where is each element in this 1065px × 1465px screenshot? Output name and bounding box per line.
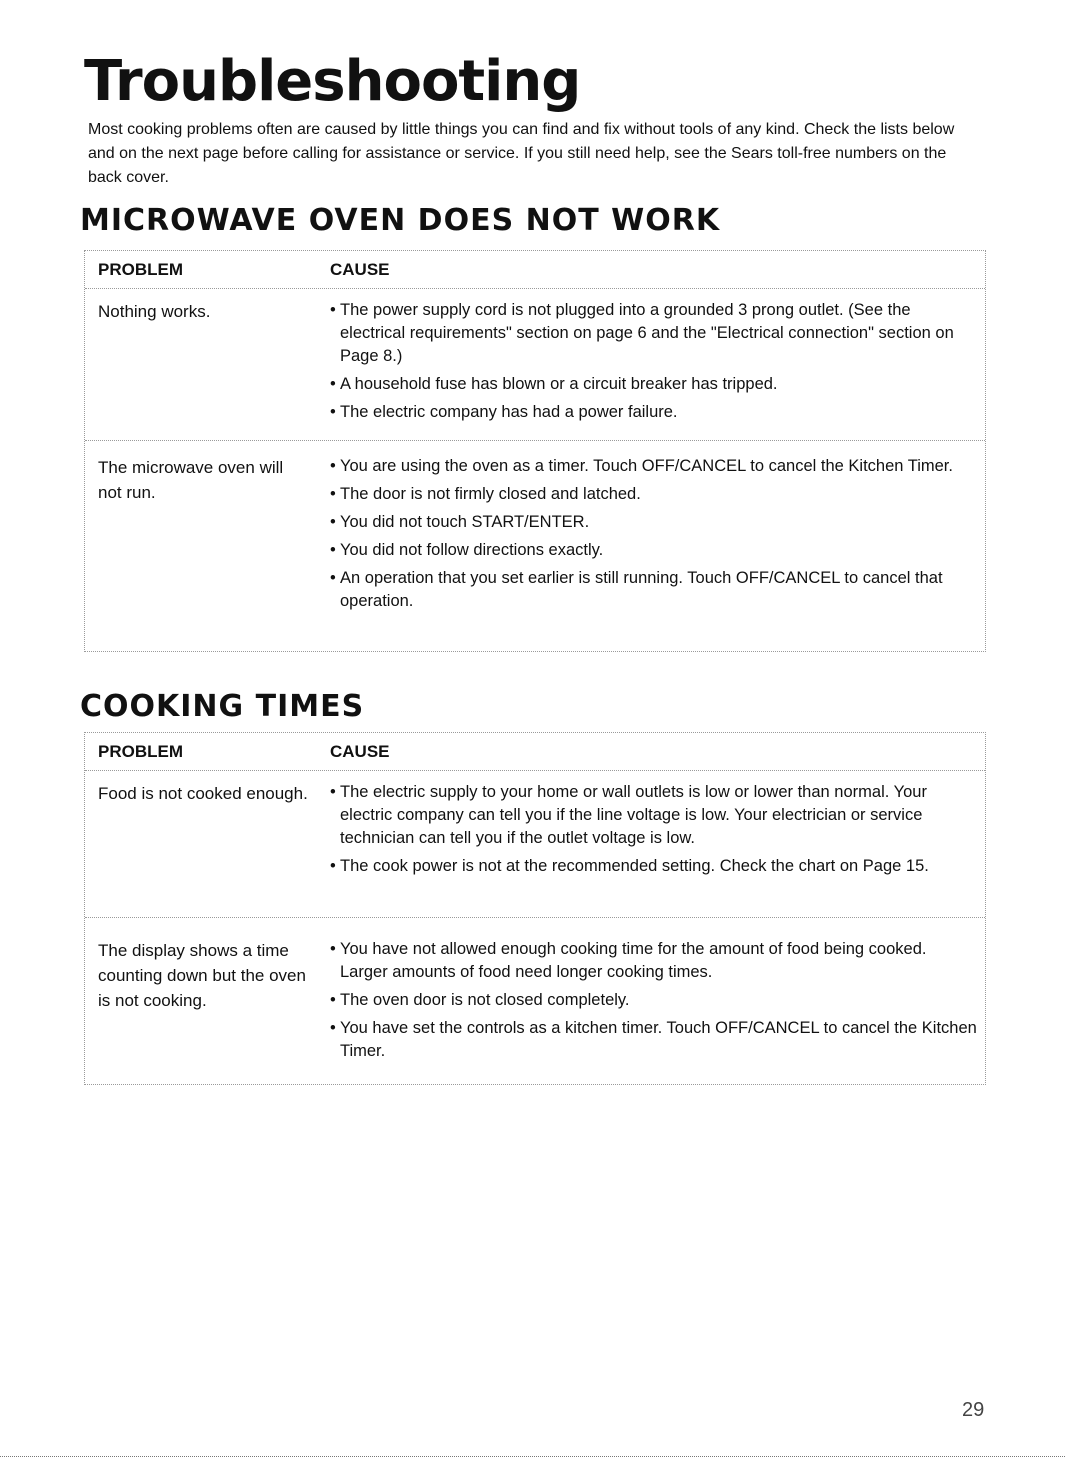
cause-item: • An operation that you set earlier is still running. Touch OFF/CANCEL to cancel that operation. <box>330 569 943 610</box>
section-heading-oven-not-work: MICROWAVE OVEN DOES NOT WORK <box>80 203 721 238</box>
column-header-problem: PROBLEM <box>98 259 183 279</box>
cause-text: An operation that you set earlier is still running. Touch OFF/CANCEL to cancel that operation. <box>340 569 943 610</box>
cause-text: You have set the controls as a kitchen timer. Touch OFF/CANCEL to cancel the Kitchen Timer. <box>340 1019 977 1060</box>
problem-cell: Food is not cooked enough. <box>98 784 308 803</box>
cause-text: You did not touch START/ENTER. <box>340 513 590 531</box>
troubleshooting-table-oven-not-work <box>84 250 986 652</box>
cause-text: You have not allowed enough cooking time for the amount of food being cooked. Larger amounts of food need longer cooking times. <box>340 940 927 981</box>
troubleshooting-table-cooking-times <box>84 732 986 1085</box>
cause-text: You are using the oven as a timer. Touch OFF/CANCEL to cancel the Kitchen Timer. <box>340 457 953 475</box>
cause-item: • You did not touch START/ENTER. <box>330 513 590 531</box>
page-title: Troubleshooting <box>84 49 581 114</box>
cause-text: A household fuse has blown or a circuit breaker has tripped. <box>340 375 778 393</box>
table-row <box>85 918 985 1084</box>
cause-item: • The electric supply to your home or wall outlets is low or lower than normal. Your electric company can tell you if the line voltage is low. Your electrician or service technician can tell you if the outlet voltage is low. <box>330 783 927 847</box>
section-heading-cooking-times: COOKING TIMES <box>80 689 365 724</box>
bottom-divider <box>0 1456 1065 1457</box>
intro-paragraph: Most cooking problems often are caused by little things you can find and fix without tools of any kind. Check the lists below and on the next page before calling for assistance or service. If you still need help, see the Sears toll-free numbers on the back cover. <box>88 121 955 186</box>
table-row <box>85 289 985 441</box>
cause-item: • You are using the oven as a timer. Touch OFF/CANCEL to cancel the Kitchen Timer. <box>330 457 953 475</box>
cause-item: • You have not allowed enough cooking time for the amount of food being cooked. Larger amounts of food need longer cooking times. <box>330 940 927 981</box>
cause-cell <box>316 781 985 917</box>
table-row <box>85 441 985 651</box>
cause-text: The electric supply to your home or wall outlets is low or lower than normal. Your electric company can tell you if the line voltage is low. Your electrician or service technician can tell you if the outlet voltage is low. <box>340 783 927 847</box>
cause-item: • The power supply cord is not plugged into a grounded 3 prong outlet. (See the electrical requirements" section on page 6 and the "Electrical connection" section on Page 8.) <box>330 301 954 365</box>
cause-item: • You did not follow directions exactly. <box>330 541 604 559</box>
cause-cell <box>316 299 985 440</box>
cause-item: • You have set the controls as a kitchen timer. Touch OFF/CANCEL to cancel the Kitchen Timer. <box>330 1019 977 1060</box>
cause-text: The power supply cord is not plugged into a grounded 3 prong outlet. (See the electrical requirements" section on page 6 and the "Electrical connection" section on Page 8.) <box>340 301 954 365</box>
problem-cell: The display shows a time counting down but the oven is not cooking. <box>98 941 306 1010</box>
column-header-cause: CAUSE <box>330 741 390 761</box>
cause-text: The oven door is not closed completely. <box>340 991 630 1009</box>
cause-item: • The door is not firmly closed and latched. <box>330 485 641 503</box>
column-header-cause: CAUSE <box>330 259 390 279</box>
cause-cell <box>316 455 985 651</box>
cause-cell <box>316 938 985 1084</box>
cause-text: The cook power is not at the recommended setting. Check the chart on Page 15. <box>340 857 929 875</box>
problem-cell: Nothing works. <box>98 302 211 321</box>
cause-text: You did not follow directions exactly. <box>340 541 604 559</box>
cause-item: • The oven door is not closed completely. <box>330 991 630 1009</box>
page-number: 29 <box>962 1399 985 1421</box>
cause-text: The door is not firmly closed and latched. <box>340 485 641 503</box>
problem-cell: The microwave oven will not run. <box>98 458 284 502</box>
cause-item: • A household fuse has blown or a circuit breaker has tripped. <box>330 375 778 393</box>
column-header-problem: PROBLEM <box>98 741 183 761</box>
table-row <box>85 771 985 918</box>
cause-item: • The electric company has had a power failure. <box>330 403 678 421</box>
cause-item: • The cook power is not at the recommended setting. Check the chart on Page 15. <box>330 857 929 875</box>
table-header <box>85 251 985 289</box>
cause-text: The electric company has had a power failure. <box>340 403 678 421</box>
table-header <box>85 733 985 771</box>
